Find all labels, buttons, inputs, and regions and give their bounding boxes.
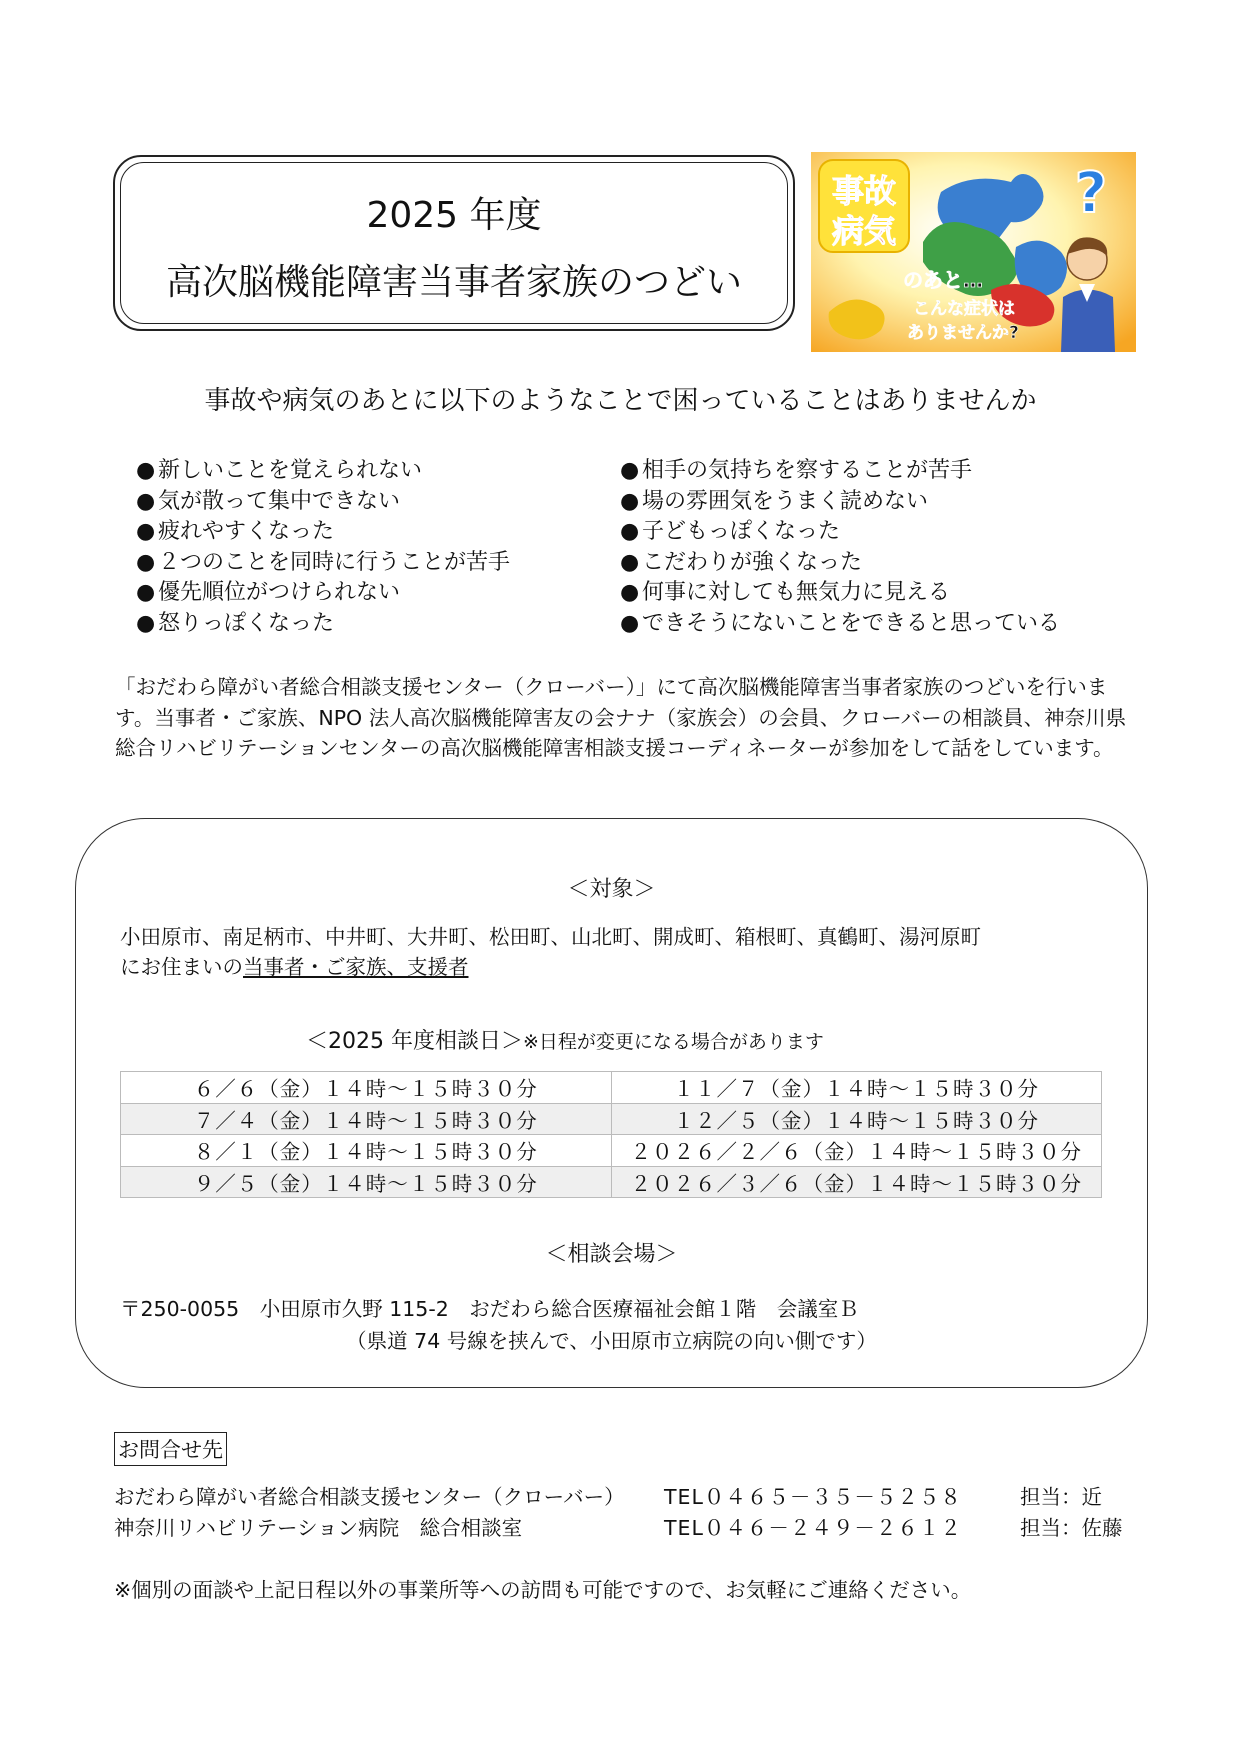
symptom-text: 怒りっぽくなった [158,610,335,636]
symptom-text: 何事に対しても無気力に見える [642,580,951,606]
table-row [121,1103,1102,1135]
bullet-icon: ● [620,488,640,514]
symptom-text: 疲れやすくなった [158,519,335,545]
symptom-item [136,609,510,640]
info-box [75,818,1148,1388]
title-box [113,155,795,331]
bullet-icon: ● [136,519,156,545]
contact-name: 神奈川リハビリテーション病院 総合相談室 [114,1516,523,1540]
bullet-icon: ● [620,458,640,483]
badge-icon [819,160,909,252]
schedule-date-right: １１／７（金）１４時～１５時３０分 [611,1072,1102,1104]
schedule-heading-line [306,1024,824,1055]
bullet-icon: ● [136,488,156,514]
badge-line1: 事故 [831,172,897,210]
table-row [121,1166,1102,1198]
schedule-heading: ＜2025 年度相談日＞ [306,1029,523,1054]
symptom-item [620,578,1060,609]
title-year: 2025 年度 [366,195,542,236]
page-title: 高次脳機能障害当事者家族のつどい [165,262,742,303]
worried-person-icon [1061,237,1115,352]
bullet-icon: ● [136,580,156,606]
bullet-icon: ● [136,458,156,483]
schedule-date-left: ６／６（金）１４時～１５時３０分 [121,1072,612,1104]
bullet-icon: ● [620,549,640,575]
table-row [121,1135,1102,1167]
schedule-date-left: ８／１（金）１４時～１５時３０分 [121,1135,612,1167]
accident-illness-illustration [811,152,1136,352]
symptom-item [136,517,510,548]
symptom-text: できそうにないことをできると思っている [642,610,1061,636]
symptom-item [136,456,510,487]
schedule-date-left: ９／５（金）１４時～１５時３０分 [121,1166,612,1198]
question-mark-icon: ? [1074,161,1108,226]
symptom-item [620,487,1060,518]
schedule-date-right: １２／５（金）１４時～１５時３０分 [611,1103,1102,1135]
contact-tel: TEL０４６５－３５－５２５８ [664,1485,962,1509]
symptom-text: こだわりが強くなった [642,549,863,575]
illustration-caption-q1: こんな症状は [913,299,1015,319]
schedule-date-left: ７／４（金）１４時～１５時３０分 [121,1103,612,1135]
contact-staff: 担当：近 [1020,1485,1102,1509]
target-areas: 小田原市、南足柄市、中井町、大井町、松田町、山北町、開成町、箱根町、真鶴町、湯河原町 [120,925,981,949]
symptom-text: 新しいことを覚えられない [158,458,423,483]
venue-heading: ＜相談会場＞ [545,1242,678,1267]
symptom-item [620,609,1060,640]
venue-address: 〒250-0055 小田原市久野 115-2 おだわら総合医療福祉会館１階 会議室Ｂ [120,1297,859,1321]
symptom-item [620,517,1060,548]
contact-label: お問合せ先 [114,1432,227,1466]
bullet-icon: ● [620,519,640,545]
symptom-item [620,456,1060,487]
symptom-item [136,548,510,579]
symptom-text: 相手の気持ちを察することが苦手 [642,458,973,483]
symptom-text: ２つのことを同時に行うことが苦手 [158,549,511,575]
contact-tel: TEL０４６－２４９－２６１２ [664,1516,962,1540]
symptom-list-right [620,456,1060,640]
target-prefix: にお住まいの [120,955,243,979]
schedule-table [120,1071,1102,1198]
symptom-item [136,578,510,609]
intro-paragraph: 「おだわら障がい者総合相談支援センター（クローバー）」にて高次脳機能障害当事者家族のつどいを行います。当事者・ご家族、NPO 法人高次脳機能障害友の会ナナ（家族会）の会員、クローバーの相談員、神奈川県総合リハビリテーションセンターの高次脳機能障害相談支援コーディネーターが参加をして話をしています。 [115,675,1127,760]
symptom-text: 場の雰囲気をうまく読めない [642,488,929,514]
bullet-icon: ● [136,549,156,575]
badge-line2: 病気 [831,212,897,250]
lead-question: 事故や病気のあとに以下のようなことで困っていることはありませんか [204,386,1037,416]
schedule-date-right: ２０２６／３／６（金）１４時～１５時３０分 [611,1166,1102,1198]
contact-staff: 担当：佐藤 [1020,1516,1123,1540]
symptom-text: 優先順位がつけられない [158,580,401,606]
venue-note: （県道 74 号線を挟んで、小田原市立病院の向い側です） [346,1329,877,1353]
illustration-caption-q2: ありませんか? [907,323,1019,343]
illustration-caption-after: のあと… [903,268,983,292]
footer-note: ※個別の面談や上記日程以外の事業所等への訪問も可能ですので、お気軽にご連絡ください。 [114,1578,972,1602]
bullet-icon: ● [620,610,640,636]
target-audience [120,950,469,980]
symptom-item [620,548,1060,579]
bullet-icon: ● [620,580,640,606]
target-heading: ＜対象＞ [567,877,656,902]
bullet-icon: ● [136,610,156,636]
target-emphasis: 当事者・ご家族、支援者 [243,955,469,979]
symptom-text: 子どもっぽくなった [642,519,841,545]
table-row [121,1072,1102,1104]
symptom-list-left [136,456,510,640]
contact-name: おだわら障がい者総合相談支援センター（クローバー） [114,1485,625,1509]
symptom-text: 気が散って集中できない [158,488,401,514]
schedule-date-right: ２０２６／２／６（金）１４時～１５時３０分 [611,1135,1102,1167]
schedule-note: ※日程が変更になる場合があります [522,1031,824,1053]
symptom-item [136,487,510,518]
